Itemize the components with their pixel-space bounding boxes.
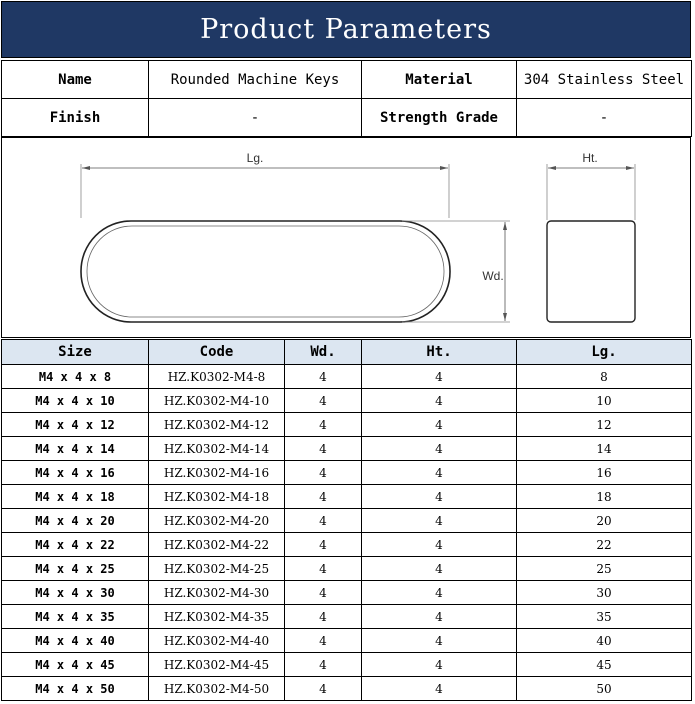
table-row bbox=[2, 653, 692, 677]
wd-cell: 4 bbox=[285, 389, 362, 413]
ht-cell: 4 bbox=[362, 653, 517, 677]
lg-cell: 22 bbox=[517, 533, 692, 557]
code-cell: HZ.K0302-M4-8 bbox=[149, 365, 285, 389]
size-cell: M4 x 4 x 20 bbox=[2, 509, 149, 533]
key-outline-inner bbox=[87, 226, 444, 317]
code-cell: HZ.K0302-M4-16 bbox=[149, 461, 285, 485]
finish-label: Finish bbox=[2, 99, 149, 137]
table-row bbox=[2, 629, 692, 653]
ht-cell: 4 bbox=[362, 629, 517, 653]
table-row bbox=[2, 509, 692, 533]
table-row bbox=[2, 437, 692, 461]
length-arrow-left bbox=[82, 166, 90, 170]
wd-cell: 4 bbox=[285, 461, 362, 485]
info-table bbox=[1, 60, 692, 137]
header-code: Code bbox=[149, 340, 285, 365]
lg-cell: 16 bbox=[517, 461, 692, 485]
size-cell: M4 x 4 x 22 bbox=[2, 533, 149, 557]
length-label: Lg. bbox=[246, 151, 264, 165]
wd-cell: 4 bbox=[285, 629, 362, 653]
width-label: Wd. bbox=[482, 269, 504, 283]
wd-cell: 4 bbox=[285, 365, 362, 389]
code-cell: HZ.K0302-M4-35 bbox=[149, 605, 285, 629]
ht-cell: 4 bbox=[362, 365, 517, 389]
size-cell: M4 x 4 x 50 bbox=[2, 677, 149, 701]
ht-cell: 4 bbox=[362, 509, 517, 533]
ht-cell: 4 bbox=[362, 581, 517, 605]
wd-cell: 4 bbox=[285, 533, 362, 557]
lg-cell: 12 bbox=[517, 413, 692, 437]
key-end-view bbox=[547, 221, 635, 322]
code-cell: HZ.K0302-M4-45 bbox=[149, 653, 285, 677]
lg-cell: 10 bbox=[517, 389, 692, 413]
ht-cell: 4 bbox=[362, 557, 517, 581]
code-cell: HZ.K0302-M4-30 bbox=[149, 581, 285, 605]
ht-cell: 4 bbox=[362, 677, 517, 701]
size-cell: M4 x 4 x 45 bbox=[2, 653, 149, 677]
spec-header-row bbox=[2, 340, 692, 365]
table-row bbox=[2, 557, 692, 581]
size-cell: M4 x 4 x 16 bbox=[2, 461, 149, 485]
lg-cell: 40 bbox=[517, 629, 692, 653]
wd-cell: 4 bbox=[285, 413, 362, 437]
technical-drawing bbox=[1, 137, 691, 338]
lg-cell: 8 bbox=[517, 365, 692, 389]
table-row bbox=[2, 389, 692, 413]
code-cell: HZ.K0302-M4-22 bbox=[149, 533, 285, 557]
ht-cell: 4 bbox=[362, 437, 517, 461]
table-row bbox=[2, 605, 692, 629]
ht-cell: 4 bbox=[362, 461, 517, 485]
header-wd: Wd. bbox=[285, 340, 362, 365]
table-row bbox=[2, 677, 692, 701]
ht-cell: 4 bbox=[362, 485, 517, 509]
table-row bbox=[2, 365, 692, 389]
wd-cell: 4 bbox=[285, 581, 362, 605]
height-arrow-right bbox=[626, 166, 634, 170]
wd-cell: 4 bbox=[285, 677, 362, 701]
table-row bbox=[2, 413, 692, 437]
material-label: Material bbox=[362, 61, 517, 99]
code-cell: HZ.K0302-M4-12 bbox=[149, 413, 285, 437]
size-cell: M4 x 4 x 18 bbox=[2, 485, 149, 509]
size-cell: M4 x 4 x 25 bbox=[2, 557, 149, 581]
product-sheet bbox=[1, 1, 691, 701]
spec-table-body bbox=[2, 365, 692, 701]
code-cell: HZ.K0302-M4-25 bbox=[149, 557, 285, 581]
size-cell: M4 x 4 x 14 bbox=[2, 437, 149, 461]
material-value: 304 Stainless Steel bbox=[517, 61, 692, 99]
spec-table bbox=[1, 339, 692, 701]
lg-cell: 14 bbox=[517, 437, 692, 461]
lg-cell: 45 bbox=[517, 653, 692, 677]
size-cell: M4 x 4 x 30 bbox=[2, 581, 149, 605]
wd-cell: 4 bbox=[285, 509, 362, 533]
header-ht: Ht. bbox=[362, 340, 517, 365]
size-cell: M4 x 4 x 40 bbox=[2, 629, 149, 653]
wd-cell: 4 bbox=[285, 557, 362, 581]
code-cell: HZ.K0302-M4-14 bbox=[149, 437, 285, 461]
info-row-finish bbox=[2, 99, 692, 137]
page-title: Product Parameters bbox=[1, 1, 691, 58]
ht-cell: 4 bbox=[362, 605, 517, 629]
wd-cell: 4 bbox=[285, 605, 362, 629]
key-drawing-svg bbox=[2, 138, 690, 337]
code-cell: HZ.K0302-M4-18 bbox=[149, 485, 285, 509]
code-cell: HZ.K0302-M4-40 bbox=[149, 629, 285, 653]
ht-cell: 4 bbox=[362, 413, 517, 437]
table-row bbox=[2, 485, 692, 509]
length-arrow-right bbox=[440, 166, 448, 170]
wd-cell: 4 bbox=[285, 485, 362, 509]
name-label: Name bbox=[2, 61, 149, 99]
size-cell: M4 x 4 x 10 bbox=[2, 389, 149, 413]
height-arrow-left bbox=[548, 166, 556, 170]
header-lg: Lg. bbox=[517, 340, 692, 365]
width-arrow-bottom bbox=[503, 313, 507, 321]
size-cell: M4 x 4 x 35 bbox=[2, 605, 149, 629]
code-cell: HZ.K0302-M4-50 bbox=[149, 677, 285, 701]
wd-cell: 4 bbox=[285, 437, 362, 461]
lg-cell: 35 bbox=[517, 605, 692, 629]
name-value: Rounded Machine Keys bbox=[149, 61, 362, 99]
width-arrow-top bbox=[503, 222, 507, 230]
code-cell: HZ.K0302-M4-10 bbox=[149, 389, 285, 413]
lg-cell: 20 bbox=[517, 509, 692, 533]
lg-cell: 30 bbox=[517, 581, 692, 605]
table-row bbox=[2, 581, 692, 605]
strength-grade-label: Strength Grade bbox=[362, 99, 517, 137]
header-size: Size bbox=[2, 340, 149, 365]
strength-grade-value: - bbox=[517, 99, 692, 137]
table-row bbox=[2, 533, 692, 557]
lg-cell: 18 bbox=[517, 485, 692, 509]
wd-cell: 4 bbox=[285, 653, 362, 677]
lg-cell: 50 bbox=[517, 677, 692, 701]
table-row bbox=[2, 461, 692, 485]
key-outline-outer bbox=[81, 221, 450, 322]
size-cell: M4 x 4 x 8 bbox=[2, 365, 149, 389]
finish-value: - bbox=[149, 99, 362, 137]
ht-cell: 4 bbox=[362, 389, 517, 413]
info-row-name bbox=[2, 61, 692, 99]
code-cell: HZ.K0302-M4-20 bbox=[149, 509, 285, 533]
size-cell: M4 x 4 x 12 bbox=[2, 413, 149, 437]
ht-cell: 4 bbox=[362, 533, 517, 557]
height-label: Ht. bbox=[582, 151, 598, 165]
lg-cell: 25 bbox=[517, 557, 692, 581]
